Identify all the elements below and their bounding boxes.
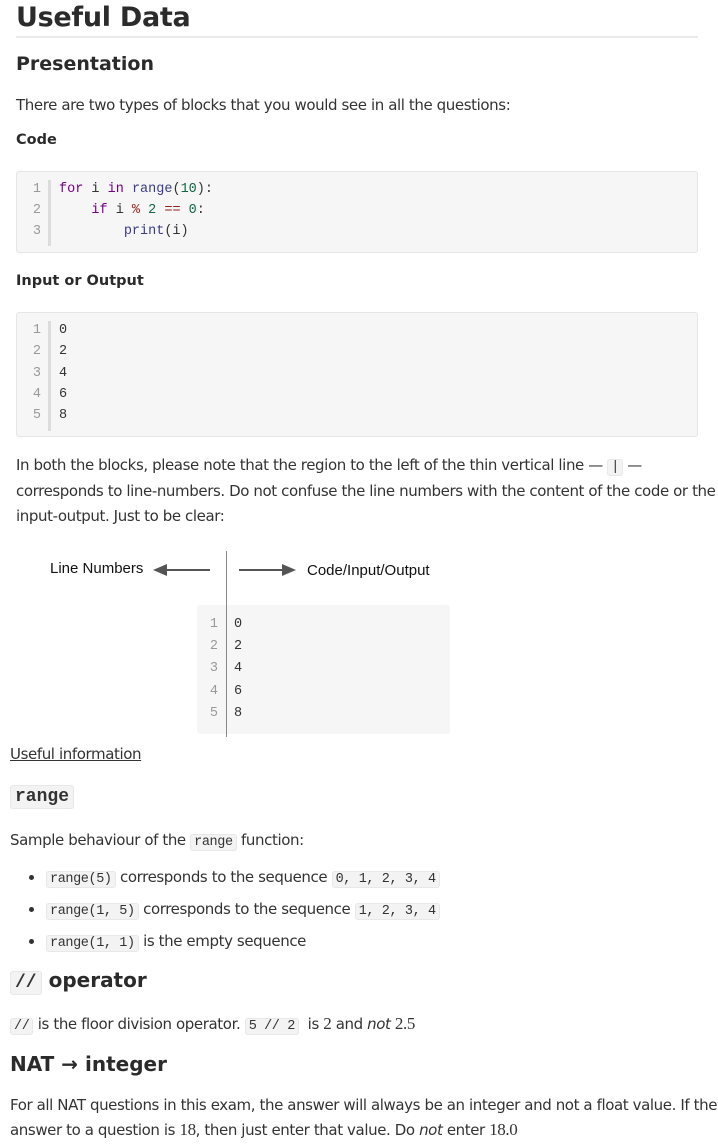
range-inline-code: range: [190, 834, 237, 851]
line-number: 2: [32, 344, 41, 359]
code-line-3: print(i): [123, 224, 189, 239]
nat-heading: NAT → integer: [10, 1052, 167, 1076]
range-heading: [10, 785, 74, 807]
line-number: 2: [209, 639, 218, 654]
title-divider: [16, 36, 698, 38]
io-label: Input or Output: [16, 273, 144, 289]
range-examples-list: [10, 864, 440, 960]
vertical-bar-code: |: [607, 459, 623, 476]
line-number: 2: [32, 203, 41, 218]
arrow-right-icon: [282, 564, 296, 576]
list-item: range(5) corresponds to the sequence 0, 1, 2, 3, 4: [10, 864, 440, 896]
io-line: 0: [59, 323, 68, 338]
useful-information-link[interactable]: Useful information: [10, 745, 142, 763]
line-number: 3: [32, 366, 41, 381]
gutter-divider: [48, 321, 51, 431]
io-line: 0: [234, 617, 243, 632]
io-line: 8: [234, 706, 243, 721]
presentation-intro: There are two types of blocks that you would see in all the questions:: [16, 96, 511, 114]
list-item: range(1, 5) corresponds to the sequence 1, 2, 3, 4: [10, 896, 440, 928]
page-title: Useful Data: [16, 2, 191, 33]
note-line-2: corresponds to line-numbers. Do not confuse the line numbers with the content of the code or the: [16, 482, 716, 500]
line-number: 5: [209, 706, 218, 721]
gutter-divider: [48, 180, 51, 246]
note-line-1: In both the blocks, please note that the region to the left of the thin vertical line — | —: [16, 456, 642, 475]
line-number: 3: [32, 224, 41, 239]
io-line: 8: [59, 408, 68, 423]
code-block: [16, 171, 698, 253]
floor-heading-code: //: [10, 971, 42, 995]
line-number: 4: [209, 684, 218, 699]
presentation-heading: Presentation: [16, 53, 154, 75]
note-line-3: input-output. Just to be clear:: [16, 507, 225, 525]
io-line: 6: [234, 684, 243, 699]
diagram-divider-line: [226, 551, 227, 737]
io-line: 2: [234, 639, 243, 654]
io-line: 6: [59, 387, 68, 402]
range-heading-code: range: [10, 785, 74, 809]
io-line: 4: [234, 661, 243, 676]
arrow-right-shaft: [239, 569, 284, 571]
range-intro: Sample behaviour of the range function:: [10, 831, 304, 850]
diagram-left-label: Line Numbers: [50, 560, 144, 577]
line-number: 5: [32, 408, 41, 423]
io-line: 4: [59, 366, 68, 381]
line-number: 1: [32, 182, 41, 197]
line-number: 1: [209, 617, 218, 632]
line-number: 1: [32, 323, 41, 338]
nat-line-2: answer to a question is 18, then just enter that value. Do not enter 18.0: [10, 1120, 518, 1139]
io-line: 2: [59, 344, 68, 359]
nat-line-1: For all NAT questions in this exam, the answer will always be an integer and not a float value. If the: [10, 1096, 718, 1114]
io-block: [16, 312, 698, 437]
code-line-2: if i % 2 == 0:: [91, 203, 205, 218]
list-item: range(1, 1) is the empty sequence: [10, 928, 440, 960]
floor-description: // is the floor division operator. 5 // 2 is 2 and not 2.5: [10, 1011, 415, 1040]
line-number: 4: [32, 387, 41, 402]
code-line-1: for i in range(10):: [59, 182, 213, 197]
code-label: Code: [16, 132, 57, 148]
line-number: 3: [209, 661, 218, 676]
arrow-left-shaft: [165, 569, 210, 571]
floor-operator-heading: // operator: [10, 968, 147, 993]
diagram-right-label: Code/Input/Output: [307, 562, 430, 579]
